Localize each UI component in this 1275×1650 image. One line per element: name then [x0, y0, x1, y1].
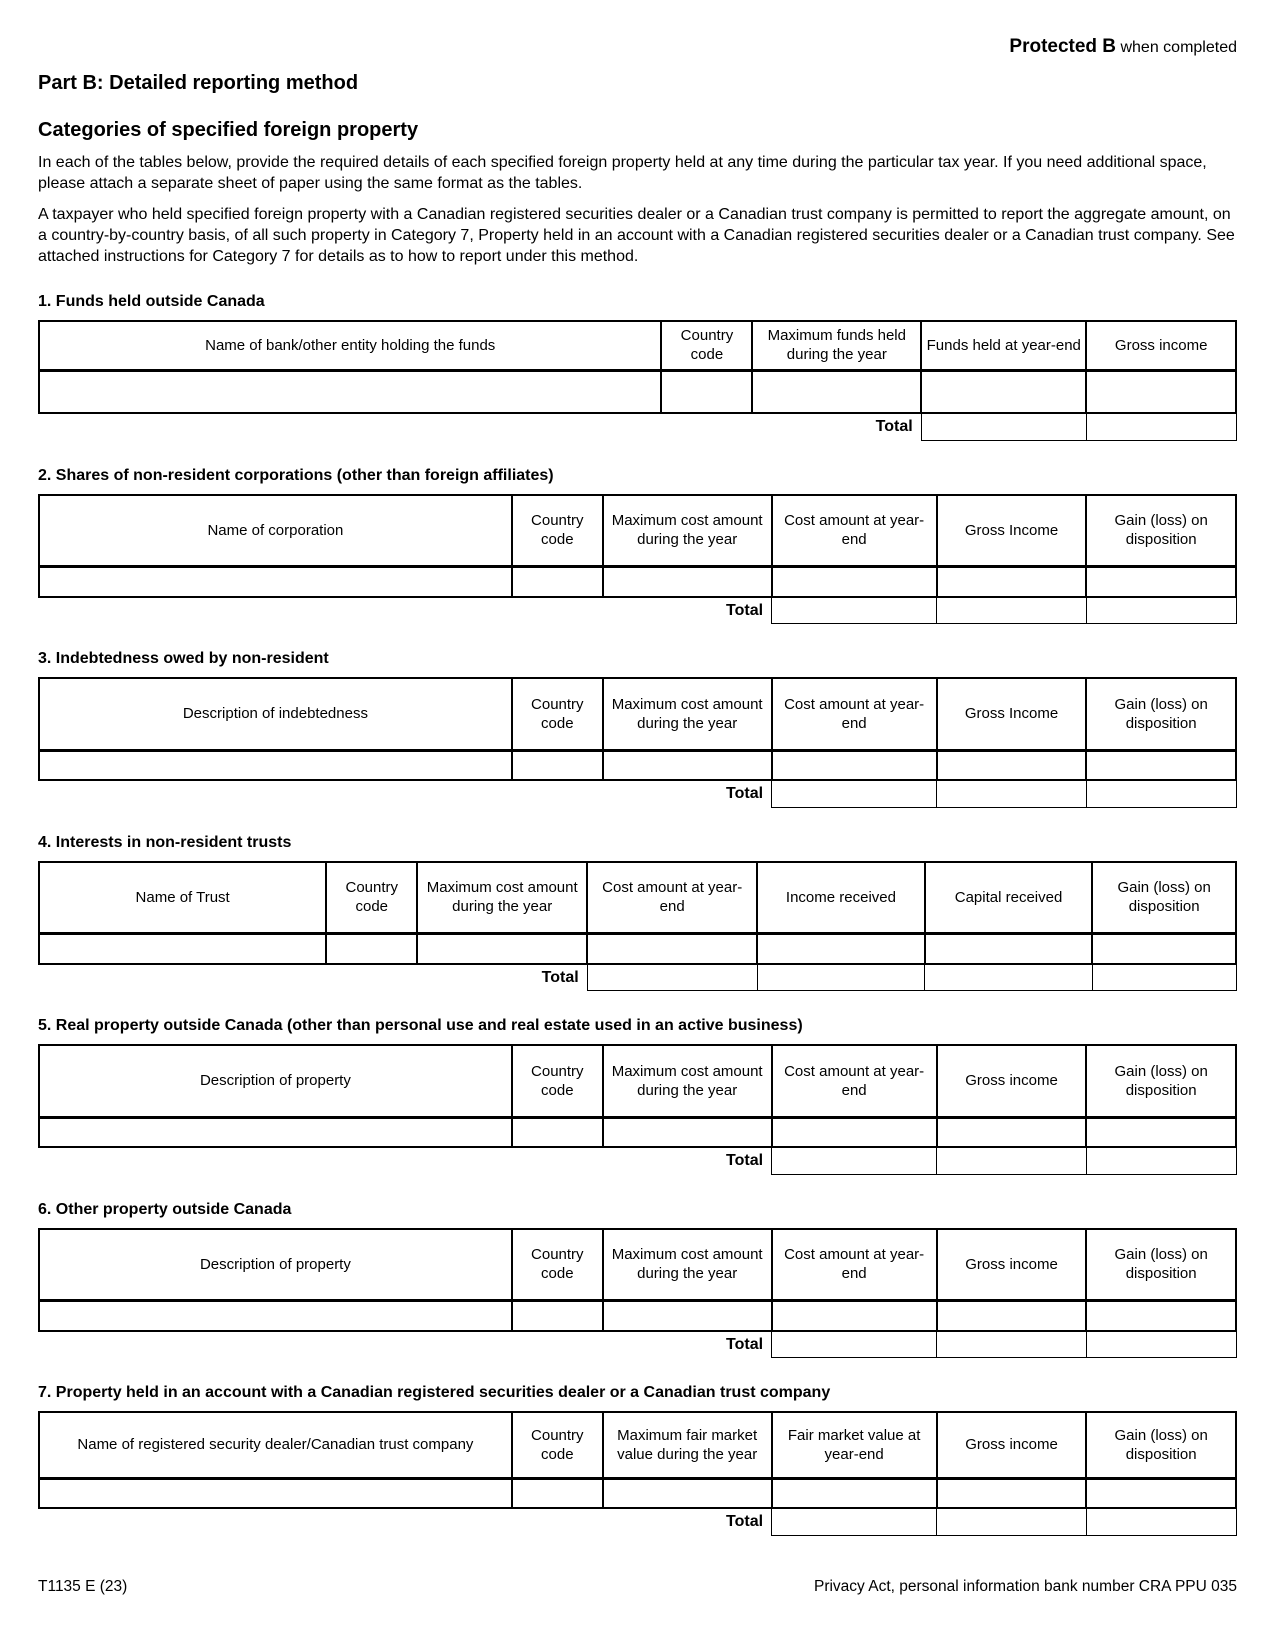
column-header: Name of Trust — [39, 862, 326, 934]
category-table — [38, 494, 1237, 625]
part-b-title: Part B: Detailed reporting method — [38, 72, 359, 94]
column-header: Country code — [512, 495, 603, 567]
table-total-row — [39, 597, 1236, 624]
total-input-cell[interactable] — [1086, 1508, 1236, 1535]
total-input-cell[interactable] — [772, 597, 937, 624]
column-header: Funds held at year-end — [921, 321, 1086, 370]
category-section — [38, 650, 1237, 808]
column-header: Country code — [661, 321, 752, 370]
data-entry-cell[interactable] — [1086, 1301, 1236, 1331]
category-section — [38, 834, 1237, 992]
data-entry-cell[interactable] — [752, 370, 921, 413]
data-entry-cell[interactable] — [39, 1478, 512, 1508]
category-table — [38, 320, 1237, 441]
column-header: Gain (loss) on disposition — [1086, 678, 1236, 750]
table-header-row — [39, 678, 1236, 750]
data-entry-cell[interactable] — [326, 934, 417, 964]
total-input-cell[interactable] — [772, 1147, 937, 1174]
table-data-row — [39, 1478, 1236, 1508]
table-header-row — [39, 1412, 1236, 1478]
total-input-cell[interactable] — [772, 780, 937, 807]
data-entry-cell[interactable] — [1086, 370, 1236, 413]
data-entry-cell[interactable] — [772, 750, 937, 780]
category-section — [38, 1017, 1237, 1175]
column-header: Name of bank/other entity holding the funds — [39, 321, 661, 370]
total-label: Total — [541, 968, 579, 986]
column-header: Country code — [512, 1045, 603, 1117]
total-label: Total — [726, 785, 764, 802]
total-input-cell[interactable] — [937, 1331, 1087, 1358]
data-entry-cell[interactable] — [39, 934, 326, 964]
data-entry-cell[interactable] — [921, 370, 1086, 413]
table-data-row — [39, 1117, 1236, 1147]
privacy-note: Privacy Act, personal information bank number CRA PPU 035 — [813, 1577, 1237, 1595]
column-header: Fair market value at year-end — [772, 1412, 937, 1478]
column-header: Gross income — [937, 1229, 1087, 1301]
total-input-cell[interactable] — [1086, 597, 1236, 624]
intro-paragraph: In each of the tables below, provide the required details of each specified foreign property held at any time during the particular tax year. If you need additional space, please attach a separate sheet of paper using the same format as the tables. — [38, 154, 1207, 192]
total-input-cell[interactable] — [925, 964, 1093, 991]
total-input-cell[interactable] — [757, 964, 925, 991]
data-entry-cell[interactable] — [39, 1117, 512, 1147]
total-input-cell[interactable] — [772, 1508, 937, 1535]
data-entry-cell[interactable] — [39, 1301, 512, 1331]
table-header-row — [39, 1229, 1236, 1301]
column-header: Gross Income — [937, 678, 1087, 750]
data-entry-cell[interactable] — [512, 1117, 603, 1147]
data-entry-cell[interactable] — [757, 934, 925, 964]
total-label: Total — [726, 601, 764, 619]
protected-b-rest: when completed — [1116, 39, 1237, 56]
data-entry-cell[interactable] — [772, 567, 937, 597]
data-entry-cell[interactable] — [39, 370, 661, 413]
data-entry-cell[interactable] — [1086, 1478, 1236, 1508]
category-title: 5. Real property outside Canada (other than personal use and real estate used in an active business) — [38, 1017, 803, 1034]
data-entry-cell[interactable] — [603, 1478, 772, 1508]
data-entry-cell[interactable] — [1092, 934, 1236, 964]
column-header: Maximum fair market value during the year — [603, 1412, 772, 1478]
table-total-row — [39, 1331, 1236, 1358]
intro-paragraph: A taxpayer who held specified foreign property with a Canadian registered securities dealer or a Canadian trust company is permitted to report the aggregate amount, on a country-by-country basis, of all such property in Category 7, Property held in an account with a Canadian registered securities dealer or a Canadian trust company. See attached instructions for Category 7 for details as to how to report under this method. — [38, 206, 1235, 265]
protected-b-bold: Protected B — [1009, 36, 1117, 57]
column-header: Gain (loss) on disposition — [1086, 1229, 1236, 1301]
data-entry-cell[interactable] — [512, 1301, 603, 1331]
total-input-cell[interactable] — [1086, 1331, 1236, 1358]
table-total-row — [39, 1508, 1236, 1535]
category-title: 7. Property held in an account with a Canadian registered securities dealer or a Canadian trust company — [38, 1384, 831, 1401]
total-input-cell[interactable] — [587, 964, 757, 991]
column-header: Gain (loss) on disposition — [1086, 1045, 1236, 1117]
column-header: Maximum cost amount during the year — [417, 862, 587, 934]
data-entry-cell[interactable] — [772, 1117, 937, 1147]
column-header: Maximum cost amount during the year — [603, 495, 772, 567]
total-input-cell[interactable] — [937, 780, 1087, 807]
table-data-row — [39, 567, 1236, 597]
column-header: Cost amount at year-end — [772, 1045, 937, 1117]
table-total-row — [39, 1147, 1236, 1174]
total-input-cell[interactable] — [1092, 964, 1236, 991]
column-header: Country code — [326, 862, 417, 934]
total-input-cell[interactable] — [921, 413, 1086, 440]
table-data-row — [39, 750, 1236, 780]
column-header: Gain (loss) on disposition — [1092, 862, 1236, 934]
protected-b-label — [38, 36, 1237, 58]
table-data-row — [39, 370, 1236, 413]
column-header: Country code — [512, 1229, 603, 1301]
data-entry-cell[interactable] — [1086, 567, 1236, 597]
table-header-row — [39, 495, 1236, 567]
column-header: Cost amount at year-end — [587, 862, 757, 934]
column-header: Income received — [757, 862, 925, 934]
data-entry-cell[interactable] — [417, 934, 587, 964]
column-header: Country code — [512, 1412, 603, 1478]
total-input-cell[interactable] — [937, 1147, 1087, 1174]
column-header: Cost amount at year-end — [772, 1229, 937, 1301]
data-entry-cell[interactable] — [603, 567, 772, 597]
column-header: Maximum cost amount during the year — [603, 1045, 772, 1117]
data-entry-cell[interactable] — [1086, 1117, 1236, 1147]
page-footer — [38, 1578, 1237, 1596]
category-title: 6. Other property outside Canada — [38, 1200, 292, 1218]
data-entry-cell[interactable] — [603, 750, 772, 780]
table-data-row — [39, 1301, 1236, 1331]
column-header: Name of corporation — [39, 495, 512, 567]
total-input-cell[interactable] — [1086, 413, 1236, 440]
category-title: 4. Interests in non-resident trusts — [38, 833, 292, 851]
column-header: Description of property — [39, 1229, 512, 1301]
data-entry-cell[interactable] — [937, 567, 1087, 597]
category-table — [38, 1044, 1237, 1175]
category-sections — [38, 293, 1237, 1536]
table-total-row — [39, 964, 1236, 991]
data-entry-cell[interactable] — [937, 1117, 1087, 1147]
category-section — [38, 467, 1237, 625]
column-header: Capital received — [925, 862, 1093, 934]
category-title: 1. Funds held outside Canada — [38, 293, 265, 310]
data-entry-cell[interactable] — [39, 567, 512, 597]
column-header: Gain (loss) on disposition — [1086, 1412, 1236, 1478]
category-section — [38, 293, 1237, 441]
table-header-row — [39, 321, 1236, 370]
data-entry-cell[interactable] — [39, 750, 512, 780]
data-entry-cell[interactable] — [512, 567, 603, 597]
data-entry-cell[interactable] — [937, 1478, 1087, 1508]
column-header: Gain (loss) on disposition — [1086, 495, 1236, 567]
data-entry-cell[interactable] — [937, 1301, 1087, 1331]
category-title: 2. Shares of non-resident corporations (other than foreign affiliates) — [38, 466, 554, 484]
column-header: Description of indebtedness — [39, 678, 512, 750]
data-entry-cell[interactable] — [512, 750, 603, 780]
data-entry-cell[interactable] — [937, 750, 1087, 780]
table-data-row — [39, 934, 1236, 964]
total-input-cell[interactable] — [1086, 1147, 1236, 1174]
total-label: Total — [726, 1513, 764, 1530]
category-table — [38, 1411, 1237, 1536]
column-header: Gross Income — [937, 495, 1087, 567]
total-label: Total — [726, 1152, 764, 1169]
data-entry-cell[interactable] — [1086, 750, 1236, 780]
total-input-cell[interactable] — [937, 1508, 1087, 1535]
category-section — [38, 1201, 1237, 1359]
column-header: Gross income — [1086, 321, 1236, 370]
total-input-cell[interactable] — [772, 1331, 937, 1358]
column-header: Cost amount at year-end — [772, 678, 937, 750]
column-header: Maximum funds held during the year — [752, 321, 921, 370]
column-header: Maximum cost amount during the year — [603, 678, 772, 750]
column-header: Cost amount at year-end — [772, 495, 937, 567]
total-label: Total — [875, 418, 913, 435]
category-table — [38, 677, 1237, 808]
table-header-row — [39, 862, 1236, 934]
total-label: Total — [726, 1335, 764, 1353]
data-entry-cell[interactable] — [661, 370, 752, 413]
data-entry-cell[interactable] — [512, 1478, 603, 1508]
column-header: Gross income — [937, 1412, 1087, 1478]
total-input-cell[interactable] — [937, 597, 1087, 624]
column-header: Description of property — [39, 1045, 512, 1117]
table-total-row — [39, 780, 1236, 807]
category-title: 3. Indebtedness owed by non-resident — [38, 650, 329, 667]
column-header: Maximum cost amount during the year — [603, 1229, 772, 1301]
data-entry-cell[interactable] — [772, 1301, 937, 1331]
data-entry-cell[interactable] — [925, 934, 1093, 964]
data-entry-cell[interactable] — [772, 1478, 937, 1508]
category-table — [38, 1228, 1237, 1359]
table-total-row — [39, 413, 1236, 440]
column-header: Country code — [512, 678, 603, 750]
data-entry-cell[interactable] — [603, 1301, 772, 1331]
categories-title: Categories of specified foreign property — [38, 119, 419, 141]
data-entry-cell[interactable] — [587, 934, 757, 964]
category-table — [38, 861, 1237, 992]
category-section — [38, 1384, 1237, 1536]
data-entry-cell[interactable] — [603, 1117, 772, 1147]
column-header: Gross income — [937, 1045, 1087, 1117]
total-input-cell[interactable] — [1086, 780, 1236, 807]
form-code: T1135 E (23) — [38, 1577, 128, 1595]
table-header-row — [39, 1045, 1236, 1117]
column-header: Name of registered security dealer/Canadian trust company — [39, 1412, 512, 1478]
